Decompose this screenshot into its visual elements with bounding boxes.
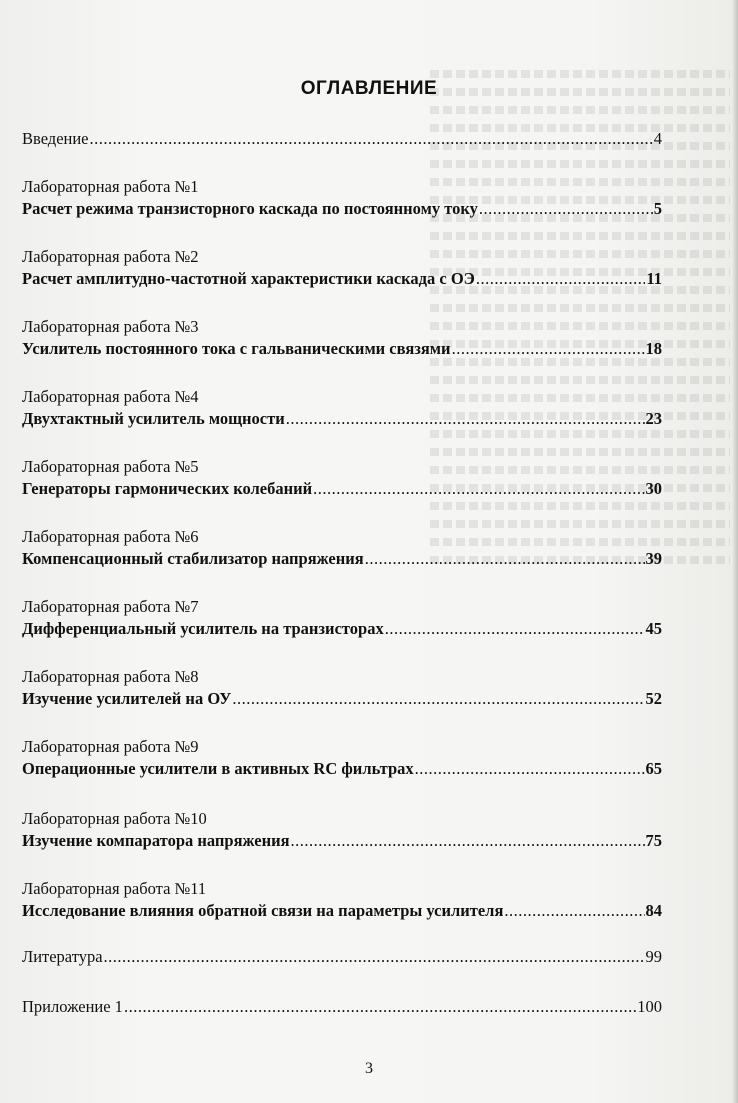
toc-entry-page: 39 <box>645 549 662 568</box>
toc-entry-label: Изучение компаратора напряжения <box>22 831 290 850</box>
toc-entry-page: 5 <box>653 199 662 218</box>
toc-leader-dots <box>104 946 645 968</box>
toc-entry-page: 45 <box>645 619 662 638</box>
toc-entry-page: 100 <box>637 997 662 1016</box>
toc-entry-heading: Лабораторная работа №2 <box>22 247 199 266</box>
toc-entry-label: Приложение 1 <box>22 997 123 1016</box>
toc-entry-heading: Лабораторная работа №1 <box>22 177 199 196</box>
toc-entry-label: Компенсационный стабилизатор напряжения <box>22 549 364 568</box>
toc-entry-page: 99 <box>645 947 662 966</box>
toc-entry-lab-6[interactable] <box>22 526 662 570</box>
toc-entry-heading: Лабораторная работа №9 <box>22 737 199 756</box>
toc-entry-lab-5[interactable] <box>22 456 662 500</box>
toc-entry-lab-4[interactable] <box>22 386 662 430</box>
toc-leader-dots <box>476 268 646 290</box>
toc-leader-dots <box>232 688 644 710</box>
toc-entry-lab-3[interactable] <box>22 316 662 360</box>
toc-leader-dots <box>90 128 653 150</box>
toc-entry-page: 75 <box>645 831 662 850</box>
toc-entry-label: Усилитель постоянного тока с гальваническими связями <box>22 339 451 358</box>
toc-entry-heading: Лабораторная работа №10 <box>22 809 207 828</box>
toc-entry-heading: Лабораторная работа №3 <box>22 317 199 336</box>
toc-entry-label: Операционные усилители в активных RC фильтрах <box>22 759 414 778</box>
page-edge-shadow <box>732 0 738 1103</box>
toc-entry-literature[interactable] <box>22 946 662 968</box>
toc-entry-label: Генераторы гармонических колебаний <box>22 479 313 498</box>
toc-entry-lab-7[interactable] <box>22 596 662 640</box>
toc-entry-page: 18 <box>645 339 662 358</box>
toc-entry-heading: Лабораторная работа №5 <box>22 457 199 476</box>
toc-leader-dots <box>504 900 644 922</box>
toc-entry-page: 84 <box>645 901 662 920</box>
toc-entry-label: Исследование влияния обратной связи на параметры усилителя <box>22 901 504 920</box>
toc-entry-page: 11 <box>646 269 662 288</box>
toc-entry-page: 23 <box>645 409 662 428</box>
toc-entry-lab-10[interactable] <box>22 808 662 852</box>
toc-entry-page: 4 <box>653 129 662 148</box>
toc-entry-label: Литература <box>22 947 103 966</box>
toc-leader-dots <box>385 618 645 640</box>
page-title: ОГЛАВЛЕНИЕ <box>300 78 438 99</box>
toc-leader-dots <box>291 830 645 852</box>
toc-leader-dots <box>124 996 636 1018</box>
toc-entry-label: Изучение усилителей на ОУ <box>22 689 232 708</box>
toc-entry-label: Введение <box>22 129 89 148</box>
toc-leader-dots <box>452 338 645 360</box>
toc-entry-page: 65 <box>645 759 662 778</box>
toc-leader-dots <box>313 478 644 500</box>
toc-entry-page: 52 <box>645 689 662 708</box>
toc-entry-heading: Лабораторная работа №8 <box>22 667 199 686</box>
toc-entry-lab-11[interactable] <box>22 878 662 922</box>
toc-entry-lab-1[interactable] <box>22 176 662 220</box>
toc-entry-label: Двухтактный усилитель мощности <box>22 409 285 428</box>
toc-entry-heading: Лабораторная работа №6 <box>22 527 199 546</box>
toc-leader-dots <box>479 198 653 220</box>
toc-entry-lab-2[interactable] <box>22 246 662 290</box>
toc-entry-appendix-1[interactable] <box>22 996 662 1018</box>
toc-entry-heading: Лабораторная работа №4 <box>22 387 199 406</box>
toc-entry-label: Расчет режима транзисторного каскада по постоянному току <box>22 199 478 218</box>
toc-entry-label: Дифференциальный усилитель на транзисторах <box>22 619 384 638</box>
toc-leader-dots <box>415 758 645 780</box>
toc-entry-lab-8[interactable] <box>22 666 662 710</box>
toc-entry-heading: Лабораторная работа №11 <box>22 879 207 898</box>
toc-entry-heading: Лабораторная работа №7 <box>22 597 199 616</box>
toc-leader-dots <box>365 548 645 570</box>
toc-entry-label: Расчет амплитудно-частотной характеристики каскада с ОЭ <box>22 269 475 288</box>
toc-leader-dots <box>286 408 645 430</box>
page-number: 3 <box>365 1060 373 1077</box>
toc-entry-introduction[interactable] <box>22 128 662 150</box>
toc-entry-page: 30 <box>645 479 662 498</box>
toc-entry-lab-9[interactable] <box>22 736 662 780</box>
